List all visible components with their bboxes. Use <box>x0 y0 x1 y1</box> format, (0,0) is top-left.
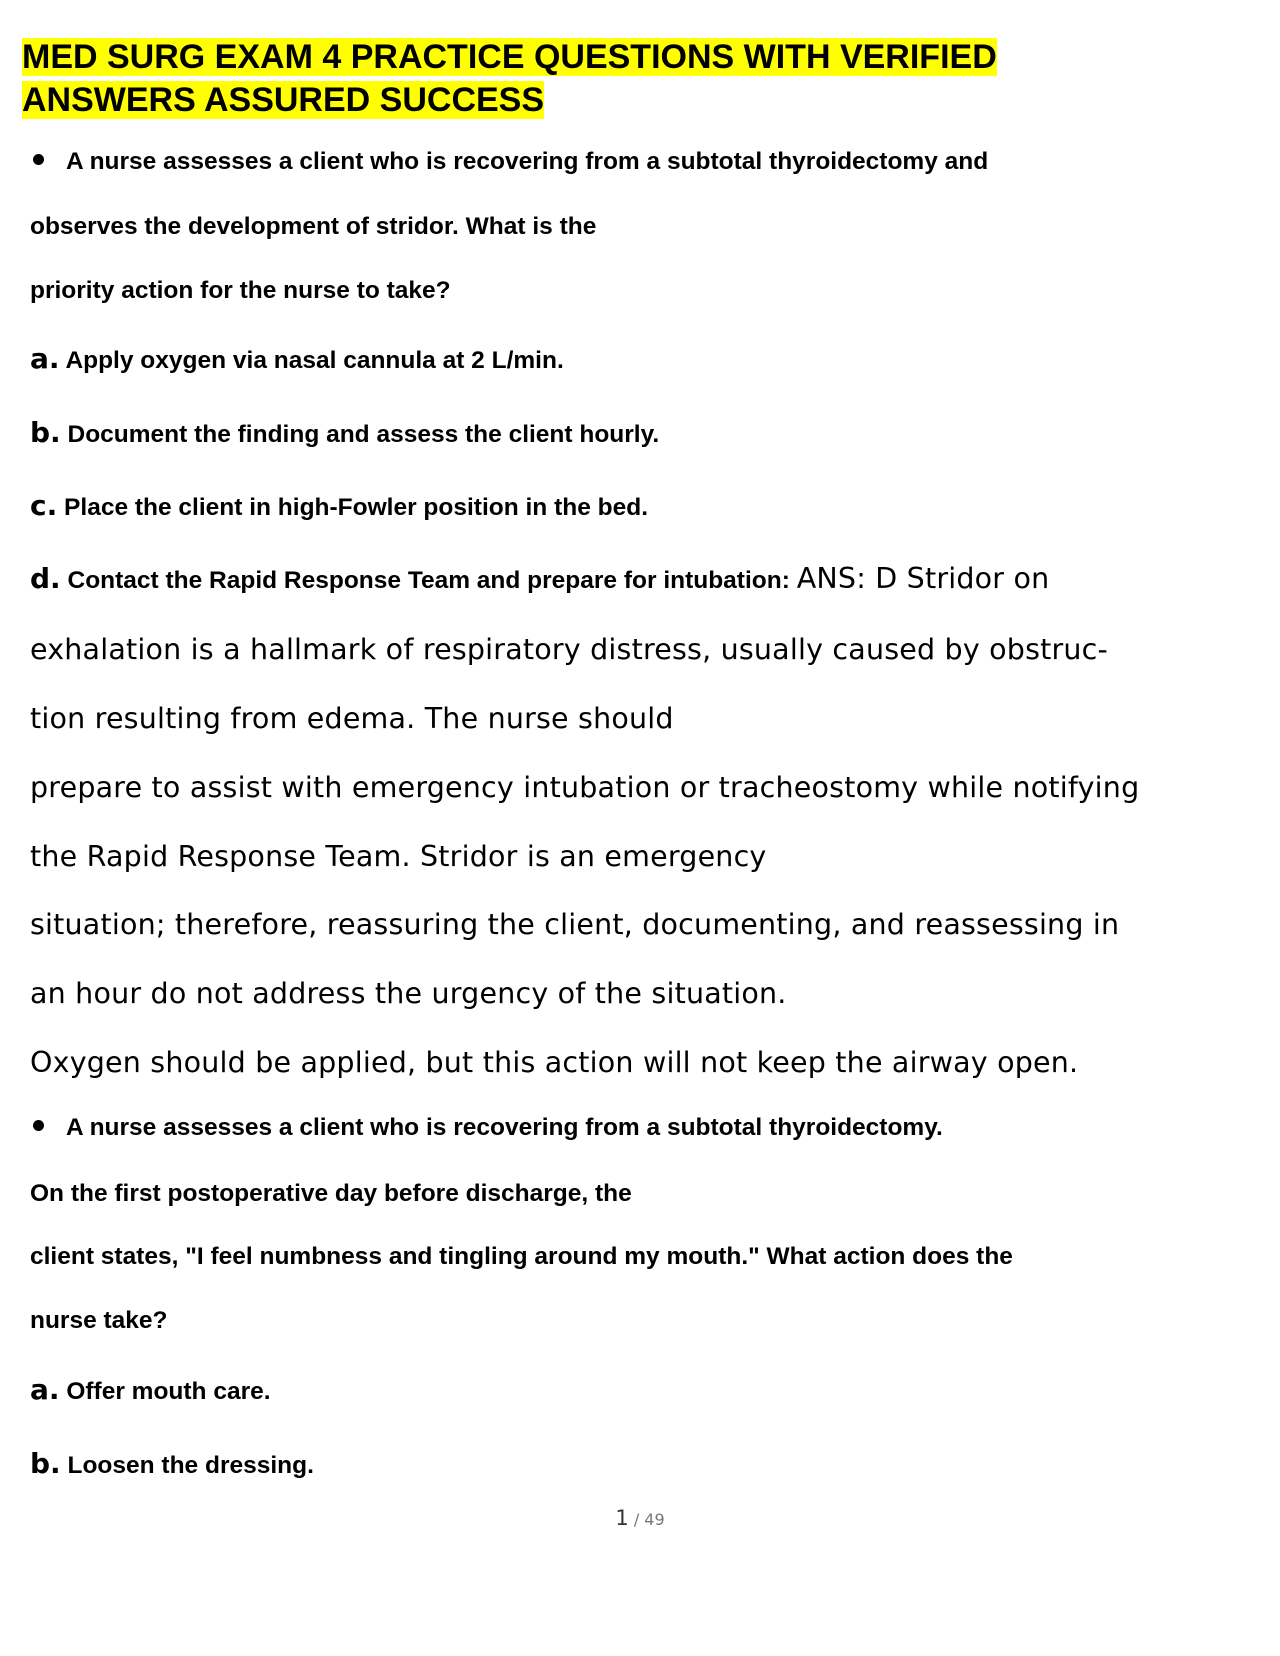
bullet-icon <box>33 154 44 165</box>
q2-stem-line-3: client states, "I feel numbness and tingling around my mouth." What action does the <box>30 1243 1013 1270</box>
title-line-2: ANSWERS ASSURED SUCCESS <box>22 81 545 119</box>
option-letter: b. <box>30 416 61 449</box>
q1-rationale-line-1: exhalation is a hallmark of respiratory distress, usually caused by obstruc- <box>30 633 1109 666</box>
q2-option-b <box>30 1447 314 1480</box>
q1-rationale-line-6: an hour do not address the urgency of the situation. <box>30 977 787 1010</box>
option-text: Offer mouth care. <box>66 1378 271 1405</box>
title-line-1: MED SURG EXAM 4 PRACTICE QUESTIONS WITH VERIFIED <box>22 38 997 76</box>
document-title <box>22 36 1202 122</box>
q2-stem-text-1: A nurse assesses a client who is recovering from a subtotal thyroidectomy. <box>66 1114 943 1141</box>
option-letter: d. <box>30 562 61 595</box>
q1-rationale-line-4: the Rapid Response Team. Stridor is an emergency <box>30 840 767 873</box>
option-letter: a. <box>30 1373 60 1406</box>
q1-rationale-line-5: situation; therefore, reassuring the client, documenting, and reassessing in <box>30 908 1120 941</box>
q1-stem-text-1: A nurse assesses a client who is recovering from a subtotal thyroidectomy and <box>66 148 989 175</box>
option-text: Document the finding and assess the client hourly. <box>67 421 660 448</box>
total-pages: / 49 <box>633 1510 665 1529</box>
q2-stem-line-4: nurse take? <box>30 1307 168 1334</box>
q1-stem-line-3: priority action for the nurse to take? <box>30 277 451 304</box>
q2-stem-line-1 <box>30 1114 943 1142</box>
q1-rationale-line-7: Oxygen should be applied, but this action will not keep the airway open. <box>30 1046 1079 1079</box>
option-letter: b. <box>30 1447 61 1480</box>
q1-option-a <box>30 342 564 375</box>
option-letter: c. <box>30 489 58 522</box>
q1-rationale-line-2: tion resulting from edema. The nurse should <box>30 702 674 735</box>
page-number <box>0 1506 1280 1530</box>
option-text: Contact the Rapid Response Team and prepare for intubation: <box>67 567 790 594</box>
q1-rationale-line-3: prepare to assist with emergency intubation or tracheostomy while notifying <box>30 771 1140 804</box>
option-letter: a. <box>30 342 60 375</box>
q1-stem-line-1 <box>30 148 988 176</box>
q2-option-a <box>30 1373 271 1406</box>
q1-stem-line-2: observes the development of stridor. What is the <box>30 213 597 240</box>
q1-option-b <box>30 416 659 449</box>
bullet-icon <box>33 1120 44 1131</box>
q1-option-d <box>30 562 1049 595</box>
q2-stem-line-2: On the first postoperative day before discharge, the <box>30 1180 632 1207</box>
q1-answer-inline: ANS: D Stridor on <box>796 562 1050 595</box>
option-text: Apply oxygen via nasal cannula at 2 L/min. <box>65 347 564 374</box>
q1-option-c <box>30 489 648 522</box>
option-text: Place the client in high-Fowler position in the bed. <box>64 494 649 521</box>
option-text: Loosen the dressing. <box>67 1452 314 1479</box>
current-page: 1 <box>615 1506 629 1530</box>
